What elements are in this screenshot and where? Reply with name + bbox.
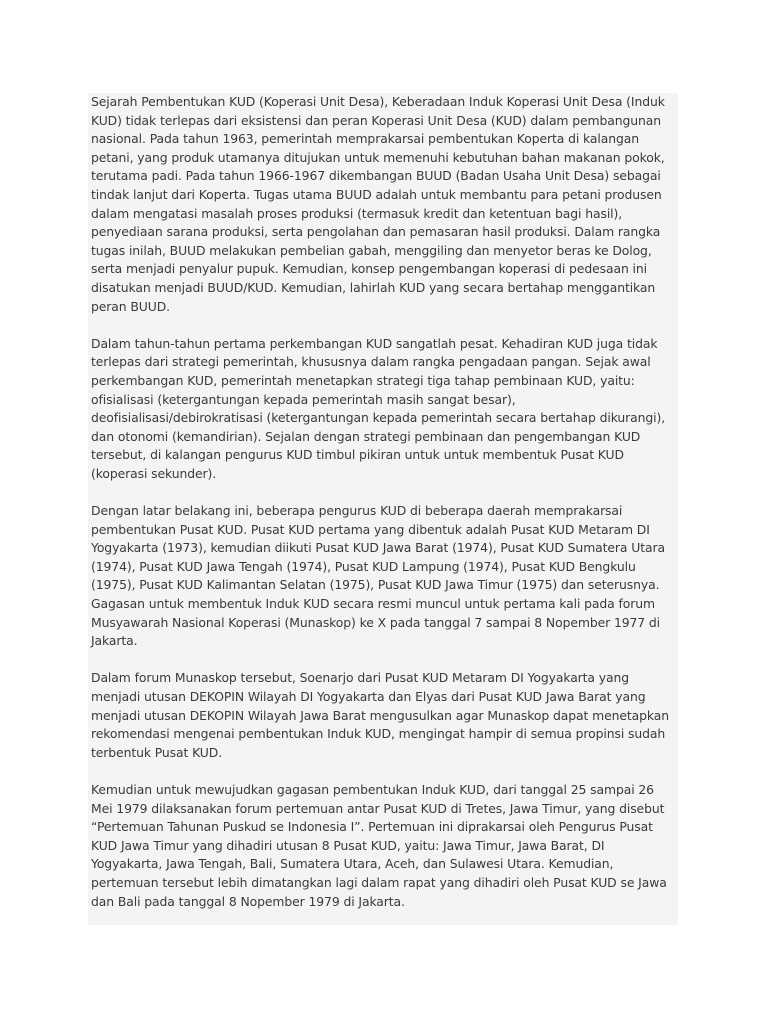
paragraph-2: Dalam tahun-tahun pertama perkembangan KUD sangatlah pesat. Kehadiran KUD juga tidak terlepas dari strategi pemerintah, khususnya dalam rangka pengadaan pangan. Sejak awal perkembangan KUD, pemerintah menetapkan strategi tiga tahap pembinaan KUD, yaitu: ofisialisasi (ketergantungan kepada pemerintah masih sangat besar), deofisialisasi/debirokratisasi (ketergantungan kepada pemerintah secara bertahap dikurangi), dan otonomi (kemandirian). Sejalan dengan strategi pembinaan dan pengembangan KUD tersebut, di kalangan pengurus KUD timbul pikiran untuk untuk membentuk Pusat KUD (koperasi sekunder). [91, 335, 666, 481]
paragraph-4: Dalam forum Munaskop tersebut, Soenarjo dari Pusat KUD Metaram DI Yogyakarta yang menjadi utusan DEKOPIN Wilayah DI Yogyakarta dan Elyas dari Pusat KUD Jawa Barat yang menjadi utusan DEKOPIN Wilayah Jawa Barat mengusulkan agar Munaskop dapat menetapkan rekomendasi mengenai pembentukan Induk KUD, mengingat hampir di semua propinsi sudah terbentuk Pusat KUD. [91, 670, 670, 760]
paragraph-1: Sejarah Pembentukan KUD (Koperasi Unit Desa), Keberadaan Induk Koperasi Unit Desa (Induk KUD) tidak terlepas dari eksistensi dan peran Koperasi Unit Desa (KUD) dalam pembangunan nasional. Pada tahun 1963, pemerintah memprakarsai pembentukan Koperta di kalangan petani, yang produk utamanya ditujukan untuk memenuhi kebutuhan bahan makanan pokok, terutama padi. Pada tahun 1966-1967 dikembangan BUUD (Badan Usaha Unit Desa) sebagai tindak lanjut dari Koperta. Tugas utama BUUD adalah untuk membantu para petani produsen dalam mengatasi masalah proses produksi (termasuk kredit dan ketentuan bagi hasil), penyediaan sarana produksi, serta pengolahan dan pemasaran hasil produksi. Dalam rangka tugas inilah, BUUD melakukan pembelian gabah, menggiling dan menyetor beras ke Dolog, serta menjadi penyalur pupuk. Kemudian, konsep pengembangan koperasi di pedesaan ini disatukan menjadi BUUD/KUD. Kemudian, lahirlah KUD yang secara bertahap menggantikan peran BUUD. [91, 94, 665, 314]
document-text-block [88, 93, 678, 925]
paragraph-3: Dengan latar belakang ini, beberapa pengurus KUD di beberapa daerah memprakarsai pembentukan Pusat KUD. Pusat KUD pertama yang dibentuk adalah Pusat KUD Metaram DI Yogyakarta (1973), kemudian diikuti Pusat KUD Jawa Barat (1974), Pusat KUD Sumatera Utara (1974), Pusat KUD Jawa Tengah (1974), Pusat KUD Lampung (1974), Pusat KUD Bengkulu (1975), Pusat KUD Kalimantan Selatan (1975), Pusat KUD Jawa Timur (1975) dan seterusnya. Gagasan untuk membentuk Induk KUD secara resmi muncul untuk pertama kali pada forum Musyawarah Nasional Koperasi (Munaskop) ke X pada tanggal 7 sampai 8 Nopember 1977 di Jakarta. [91, 503, 665, 649]
paragraph-5: Kemudian untuk mewujudkan gagasan pembentukan Induk KUD, dari tanggal 25 sampai 26 Mei 1979 dilaksanakan forum pertemuan antar Pusat KUD di Tretes, Jawa Timur, yang disebut “Pertemuan Tahunan Puskud se Indonesia I”. Pertemuan ini diprakarsai oleh Pengurus Pusat KUD Jawa Timur yang dihadiri utusan 8 Pusat KUD, yaitu: Jawa Timur, Jawa Barat, DI Yogyakarta, Jawa Tengah, Bali, Sumatera Utara, Aceh, dan Sulawesi Utara. Kemudian, pertemuan tersebut lebih dimatangkan lagi dalam rapat yang dihadiri oleh Pusat KUD se Jawa dan Bali pada tanggal 8 Nopember 1979 di Jakarta. [91, 781, 667, 909]
